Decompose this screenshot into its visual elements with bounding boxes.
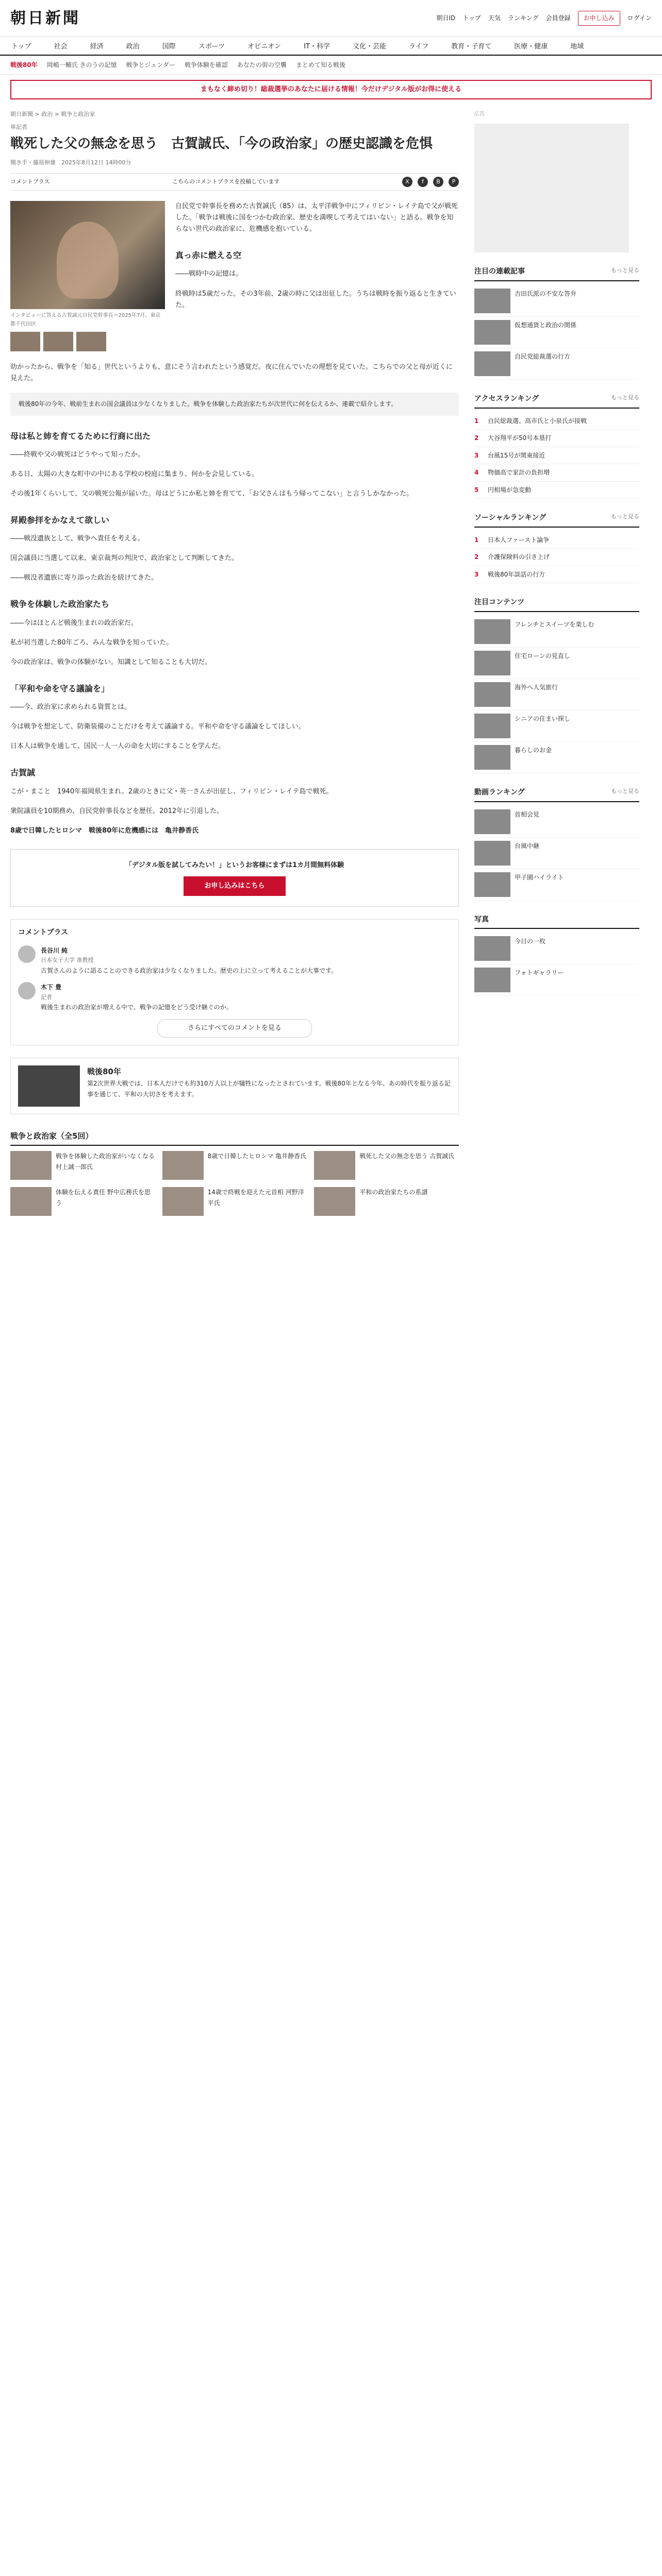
ranking-item[interactable] [474, 532, 639, 549]
side-thumbnail [474, 619, 510, 644]
article-kicker: 単記者 [10, 124, 27, 131]
subnav-feature[interactable]: 戦後80年 [10, 61, 38, 69]
video-item-text: 台風中継 [515, 842, 540, 850]
ranking-text: 大谷翔平が50号本塁打 [488, 434, 552, 442]
subnav-item[interactable]: 戦争体験を確認 [184, 61, 228, 69]
side-thumbnail [474, 289, 510, 313]
series-item-text: 体験を伝える責任 野中広務氏を思う [56, 1189, 151, 1207]
body-paragraph: 私が初当選した80年ごろ、みんな戦争を知っていた。 [10, 638, 173, 647]
gnav-item[interactable]: IT・科学 [304, 43, 330, 50]
thumbnail[interactable] [10, 332, 40, 351]
side-thumbnail [474, 714, 510, 738]
series-list [10, 1130, 459, 1216]
article-byline: 聞き手・藤原伸雄 2025年8月12日 14時00分 [10, 159, 131, 166]
profile-heading: 古賀誠 [10, 768, 36, 778]
body-paragraph: 今は戦争を想定して、防衛装備のことだけを考えて議論する。平和や命を守る議論をしてほしい。 [10, 723, 305, 731]
lead-text-block [175, 201, 459, 351]
comment-plus-title: コメントプラス [18, 928, 69, 937]
ranking-text: 戦後80年談話の行方 [488, 570, 545, 578]
body-paragraph: ――今、政治家に求められる資質とは。 [10, 703, 131, 711]
side-title: ソーシャルランキング [474, 514, 547, 522]
side-thumbnail [474, 651, 510, 675]
body-paragraph: ――戦没者遺族に寄り添った政治を続けてきた。 [10, 574, 158, 582]
rank-number: 2 [474, 553, 479, 561]
header-link-register[interactable]: 会員登録 [545, 14, 571, 22]
gnav-item[interactable]: 地域 [570, 43, 584, 50]
series-title: 戦争と政治家（全5回） [10, 1130, 459, 1146]
share-icons [402, 177, 459, 187]
lead-block [10, 201, 459, 351]
series-notice: 戦後80年の今年、戦前生まれの国会議員は少なくなりました。戦争を体験した政治家たちが次世代に何を伝えるか、連載で紹介します。 [10, 393, 459, 415]
comment-plus-box [10, 919, 459, 1045]
series-grid [10, 1151, 459, 1216]
video-item[interactable] [474, 869, 639, 901]
series-item-text: 14歳で終戦を迎えた元首相 河野洋平氏 [207, 1189, 304, 1207]
side-item-text: 仮想通貨と政治の関係 [515, 321, 577, 329]
gnav-item[interactable]: 国際 [162, 43, 176, 50]
subnav-item[interactable]: あなたの街の空襲 [237, 61, 287, 69]
ranking-text: 日本人ファースト論争 [488, 536, 550, 544]
video-thumbnail [474, 809, 510, 834]
side-photos [474, 914, 639, 996]
series-thumbnail [314, 1187, 355, 1216]
gnav-item[interactable]: オピニオン [247, 43, 282, 50]
side-featured-content [474, 597, 639, 773]
side-item-text: 暮らしのお金 [515, 746, 552, 754]
gnav-item[interactable]: 教育・子育て [451, 43, 492, 50]
site-logo[interactable]: 朝日新聞 [10, 9, 80, 27]
page [0, 0, 662, 1221]
video-item[interactable] [474, 838, 639, 869]
gnav-item[interactable]: 経済 [90, 43, 104, 50]
series-item-text: 戦死した父の無念を思う 古賀誠氏 [359, 1153, 455, 1160]
side-item-text: 吉田氏派の不安な答弁 [515, 290, 577, 298]
body-paragraph: 幼かったから、戦争を「知る」世代というよりも、意にそう言われたという感覚だ。夜に住んでいたの理想を見ていた。こちらでの父と母が近くに見えた。 [10, 363, 453, 383]
side-title: 注目の連載記事 [474, 267, 525, 276]
subnav-item[interactable]: 戦争とジェンダー [126, 61, 175, 69]
body-paragraph: 日本人は戦争を通して、国民一人一人の命を大切にすることを学んだ。 [10, 742, 225, 751]
commenter-role: 記者 [41, 993, 52, 1001]
side-social-ranking [474, 512, 639, 583]
sidebar-ad[interactable] [474, 124, 629, 252]
commenter-name[interactable]: 長谷川 純 [41, 946, 68, 954]
body-paragraph: ――終戦や父の戦死はどうやって知ったか。 [10, 450, 145, 459]
side-item[interactable] [474, 742, 639, 773]
header-link-ranking[interactable]: ランキング [507, 14, 539, 22]
section-heading: 戦争を体験した政治家たち [10, 599, 110, 609]
ranking-item[interactable] [474, 549, 639, 566]
side-item-text: 海外へ人気旅行 [515, 683, 558, 691]
gnav-item[interactable]: 文化・芸能 [352, 43, 386, 50]
video-item-text: 首相会見 [515, 810, 540, 818]
series-item-text: 平和の政治家たちの系譜 [359, 1189, 428, 1196]
login-button[interactable]: ログイン [627, 14, 652, 22]
side-thumbnail [474, 320, 510, 345]
promo-banner[interactable]: まもなく締め切り！総裁選挙のあなたに届ける情報！今だけデジタル版がお得に使える [10, 80, 652, 99]
article-title: 戦死した父の無念を思う 古賀誠氏、「今の政治家」の歴史認識を危惧 [10, 135, 433, 151]
ranking-item[interactable] [474, 482, 639, 499]
gnav-item[interactable]: スポーツ [198, 43, 225, 50]
side-more-link[interactable]: もっと見る [611, 513, 639, 520]
series-thumbnail [162, 1187, 204, 1216]
series-item[interactable] [10, 1151, 155, 1180]
series-thumbnail [10, 1151, 52, 1180]
commenter-role: 日本女子大学 准教授 [41, 957, 94, 964]
photo-thumbnail [474, 968, 510, 992]
video-item[interactable] [474, 806, 639, 838]
subnav-item[interactable]: まとめて知る戦後 [295, 61, 345, 69]
side-serial [474, 266, 639, 380]
ranking-item[interactable] [474, 566, 639, 583]
print-icon[interactable]: P [449, 177, 459, 187]
rank-number: 3 [474, 451, 479, 459]
series-item[interactable] [314, 1187, 459, 1216]
side-item-text: 住宅ローンの見直し [515, 652, 570, 659]
commenter-name[interactable]: 木下 豊 [41, 984, 62, 991]
series-item-text: 8歳で日韓したヒロシマ 亀井静香氏 [207, 1153, 307, 1160]
side-item[interactable] [474, 285, 639, 317]
comment-plus-count: こちらのコメントプラスを投稿しています [172, 178, 280, 185]
photo-item[interactable] [474, 933, 639, 964]
side-title: 写真 [474, 915, 489, 924]
gnav-item[interactable]: 医療・健康 [514, 43, 548, 50]
global-nav [0, 37, 662, 56]
side-video-ranking [474, 787, 639, 901]
video-thumbnail [474, 872, 510, 897]
side-item[interactable] [474, 648, 639, 679]
lead-paragraph: 自民党で幹事長を務めた古賀誠氏（85）は、太平洋戦争中にフィリピン・レイテ島で父が戦死した。「戦争は戦後に国をつかむ政治家、歴史を満喫して考えてはいない」と語る。戦争を知らない世代の政治家に、危機感を抱いている。 [175, 202, 458, 233]
sidebar [474, 110, 639, 1216]
side-more-link[interactable]: もっと見る [611, 267, 639, 274]
rank-number: 1 [474, 417, 479, 425]
profile-paragraph: 衆院議員を10期務め、自民党幹事長などを歴任。2012年に引退した。 [10, 807, 224, 815]
side-item-text: シニアの住まい探し [515, 715, 571, 722]
photo-thumbnails [10, 332, 165, 351]
share-bar [10, 173, 459, 191]
thumbnail[interactable] [43, 332, 73, 351]
ranking-item[interactable] [474, 430, 639, 447]
side-item-text: フレンチとスイーツを楽しむ [515, 620, 594, 628]
body-paragraph: 終戦時は5歳だった。その3年前、2歳の時に父は出征した。うちは戦時を振り返ると生きていた。 [175, 290, 456, 309]
side-more-link[interactable]: もっと見る [611, 787, 639, 794]
side-thumbnail [474, 351, 510, 376]
section-heading: 昇殿参拝をかなえて欲しい [10, 515, 110, 525]
special-feature-title: 戦後80年 [87, 1066, 121, 1076]
header-link-weather[interactable]: 天気 [488, 14, 501, 22]
header-links [436, 11, 652, 25]
body-paragraph: その後1年くらいして、父の戦死公報が届いた。母はどうにか私と姉を育てて、「お父さんはもう帰ってこない」と言うしかなかった。 [10, 489, 413, 498]
side-item[interactable] [474, 679, 639, 710]
side-item-text: 自民党総裁選の行方 [515, 353, 571, 361]
header-link-top[interactable]: トップ [462, 14, 481, 22]
header-link-id[interactable]: 朝日ID [436, 14, 456, 22]
rank-number: 1 [474, 536, 479, 544]
series-item[interactable] [162, 1187, 307, 1216]
side-thumbnail [474, 745, 510, 770]
ranking-item[interactable] [474, 464, 639, 481]
rank-number: 2 [474, 434, 479, 442]
side-item[interactable] [474, 616, 639, 648]
bookmark-icon[interactable]: B [433, 177, 443, 187]
side-more-link[interactable]: もっと見る [611, 394, 639, 401]
gnav-item[interactable]: 政治 [126, 43, 140, 50]
section-heading: 「平和や命を守る議論を」 [10, 683, 110, 693]
special-feature-image [18, 1065, 80, 1107]
site-header [0, 0, 662, 37]
comment-text: 戦後生まれの政治家が増える中で、戦争の記憶をどう受け継ぐのか。 [41, 1004, 233, 1011]
more-comments-button[interactable]: さらにすべてのコメントを見る [157, 1019, 312, 1038]
breadcrumb[interactable]: 朝日新聞 > 政治 > 戦争と政治家 [10, 111, 95, 118]
rank-number: 5 [474, 486, 479, 494]
ranking-text: 自民総裁選、高市氏と小泉氏が接戦 [488, 417, 587, 425]
article-body [10, 362, 459, 837]
thumbnail[interactable] [76, 332, 106, 351]
comment-text: 古賀さんのように語ることのできる政治家は少なくなりました。歴史の上に立って考えることが大事です。 [41, 967, 338, 974]
ad-label: 広告 [474, 111, 485, 117]
ranking-text: 円相場が急変動 [488, 486, 532, 494]
section-heading: 真っ赤に燃える空 [175, 250, 242, 261]
avatar[interactable] [18, 945, 36, 963]
series-item[interactable] [314, 1151, 459, 1180]
side-title: 動画ランキング [474, 788, 525, 796]
comment-item [18, 982, 451, 1012]
photo-thumbnail [474, 936, 510, 961]
gnav-item[interactable]: トップ [11, 43, 31, 50]
series-item[interactable] [10, 1187, 155, 1216]
gnav-item[interactable]: ライフ [408, 43, 429, 50]
body-paragraph: 国会議員に当選して以来、東京裁判の判決で、政治家として判断してきた。 [10, 554, 238, 563]
series-thumbnail [314, 1151, 355, 1180]
subscription-promo [10, 849, 459, 907]
avatar[interactable] [18, 982, 36, 999]
related-article-link[interactable]: 8歳で日韓したヒロシマ 戦後80年に危機感には 亀井静香氏 [10, 826, 199, 835]
photo-caption: インタビューに答える古賀誠元自民党幹事長＝2025年7月、東京都千代田区 [10, 312, 161, 327]
side-thumbnail [474, 682, 510, 707]
facebook-share-icon[interactable]: f [418, 177, 428, 187]
body-paragraph: ――今はほとんど戦後生まれの政治家だ。 [10, 619, 138, 627]
special-feature[interactable] [10, 1058, 459, 1114]
photo-item[interactable] [474, 964, 639, 996]
video-thumbnail [474, 841, 510, 866]
body-paragraph: ――戦時中の記憶は。 [175, 270, 243, 278]
ranking-text: 介護保険料の引き上げ [488, 553, 550, 561]
rank-number: 4 [474, 469, 479, 477]
video-item-text: 甲子園ハイライト [515, 873, 564, 881]
promo-title: 「デジタル版を試してみたい！」というお客様にまずは1カ月間無料体験 [125, 861, 344, 869]
ranking-text: 台風15号が関東接近 [488, 451, 545, 459]
profile-paragraph: こが・まこと 1940年福岡県生まれ。2歳のときに父・英一さんが出征し、フィリピン・レイテ島で戦死。 [10, 787, 333, 795]
section-heading: 母は私と姉を育てるために行商に出た [10, 431, 151, 441]
ranking-item[interactable] [474, 447, 639, 464]
x-share-icon[interactable]: X [402, 177, 412, 187]
special-feature-text: 第2次世界大戦では、日本人だけでも約310万人以上が犠牲になったとされています。戦後80年となる今年、あの時代を振り返る記事を通じて、平和の大切さを考えます。 [87, 1080, 451, 1098]
side-title: アクセスランキング [474, 395, 539, 403]
ranking-text: 物価高で家計の負担増 [488, 469, 550, 477]
body-paragraph: ある日、太陽の大きな町中の中にある学校の校庭に集まり、何かを会見している。 [10, 470, 259, 478]
promo-signup-button[interactable]: お申し込みはこちら [184, 876, 285, 896]
photo-item-text: 今日の一枚 [515, 938, 546, 945]
body-paragraph: 今の政治家は、戦争の体験がない。知識として知ることも大切だ。 [10, 658, 212, 666]
article-column [10, 110, 459, 1216]
subnav-item[interactable]: 岡嶋一輔氏 きのうの記憶 [46, 61, 117, 69]
side-item[interactable] [474, 710, 639, 742]
lead-photo[interactable] [10, 201, 165, 309]
side-item[interactable] [474, 317, 639, 348]
comment-plus-label[interactable]: コメントプラス [10, 178, 50, 185]
ranking-item[interactable] [474, 413, 639, 430]
subscribe-button[interactable]: お申し込み [578, 11, 620, 25]
series-thumbnail [162, 1151, 204, 1180]
side-access-ranking [474, 393, 639, 499]
series-item[interactable] [162, 1151, 307, 1180]
photo-item-text: フォトギャラリー [515, 969, 564, 977]
body-paragraph: ――戦没遺族として、戦争へ責任を考える。 [10, 535, 144, 543]
sub-nav [0, 56, 662, 75]
rank-number: 3 [474, 570, 479, 578]
series-item-text: 戦争を体験した政治家がいなくなる 村上誠一郎氏 [56, 1153, 155, 1171]
series-thumbnail [10, 1187, 52, 1216]
side-item[interactable] [474, 348, 639, 380]
comment-item [18, 945, 451, 976]
gnav-item[interactable]: 社会 [54, 43, 68, 50]
side-title: 注目コンテンツ [474, 598, 525, 606]
main-content [0, 105, 662, 1221]
